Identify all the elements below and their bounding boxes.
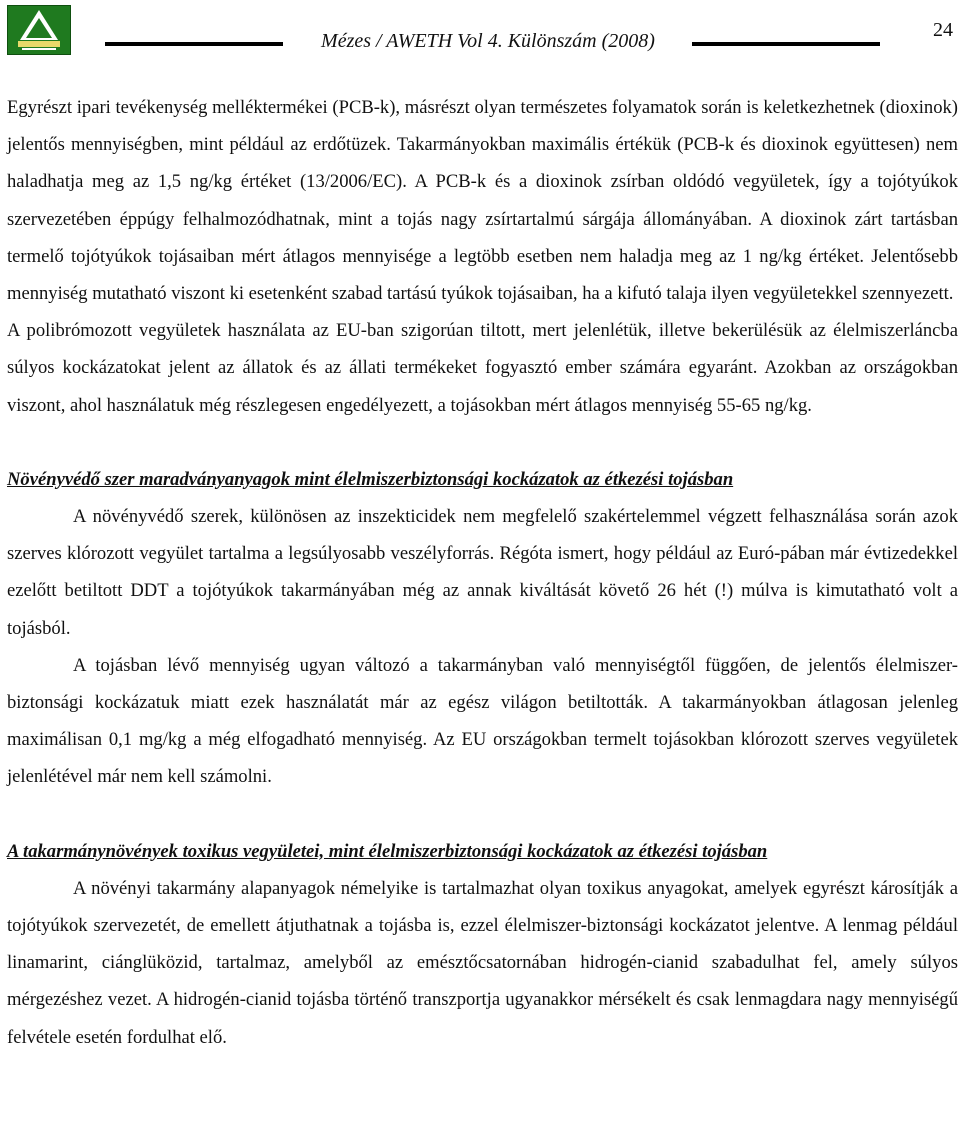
paragraph-pesticides: A növényvédő szerek, különösen az inszekticidek nem megfelelő szakértelemmel végzett felhasználása során azok szerves klórozott vegyület tartalma a legsúlyosabb veszélyforrás. Régóta ismert, hogy például az Euró-pában már évtizedekkel ezelőtt betiltott DDT a tojótyúkok takarmányában még az annak kiváltását követő 26 hét (!) múlva is kimutatható volt a tojásból. (7, 506, 958, 639)
paragraph-pesticide-levels: A tojásban lévő mennyiség ugyan változó a takarmányban való mennyiségtől függően, de jelentős élelmiszer-biztonsági kockázatuk miatt ezek használatát már az egész világon betiltották. A takarmányokban átlagosan jelenleg maximálisan 0,1 mg/kg a még elfogadható mennyiség. Az EU országokban termelt tojásokban klórozott szerves vegyületek jelenlétével már nem kell számolni. (7, 654, 958, 788)
paragraph-polybrominated: A polibrómozott vegyületek használata az EU-ban szigorúan tiltott, mert jelenlétük, illetve bekerülésük az élelmiszerláncba súlyos kockázatokat jelent az állatok és az állati termékeket fogyasztó ember számára egyaránt. Azokban az országokban viszont, ahol használatuk még részlegesen engedélyezett, a tojásokban mért átlagos mennyiség 55-65 ng/kg. (7, 320, 958, 416)
paragraph-feed-toxins: A növényi takarmány alapanyagok némelyike is tartalmazhat olyan toxikus anyagokat, amelyek egyrészt károsítják a tojótyúkok szervezetét, de emellett átjuthatnak a tojásba is, ezzel élelmiszer-biztonsági kockázatot jelentve. A lenmag például linamarint, ciánglüközid, tartalmaz, amelyből az emésztőcsatornában hidrogén-cianid szabadulhat fel, amely súlyos mérgezéshez vezet. A hidrogén-cianid tojásba történő transzportja ugyanakkor mérsékelt és csak lenmagdara nagy mennyiségű felvétele esetén fordulhat elő. (7, 877, 958, 1048)
page-number: 24 (933, 19, 953, 41)
page-header (0, 0, 960, 62)
header-rule-right (692, 42, 880, 46)
section-gap (7, 796, 958, 833)
header-rule-left (105, 42, 283, 46)
journal-logo (7, 5, 71, 55)
journal-title: Mézes / AWETH Vol 4. Különszám (2008) (321, 30, 655, 52)
paragraph-pcb-dioxins: Egyrészt ipari tevékenység melléktermékei (PCB-k), másrészt olyan természetes folyamatok során is keletkezhetnek (dioxinok) jelentős mennyiségben, mint például az erdőtüzek. Takarmányokban maximális értékük (PCB-k és dioxinok együttesen) nem haladhatja meg az 1,5 ng/kg értéket (13/2006/EC). A PCB-k és a dioxinok zsírban oldódó vegyületek, így a tojótyúkok szervezetében éppúgy felhalmozódhatnak, mint a tojás nagy zsírtartalmú sárgája állományában. A dioxinok zárt tartásban termelő tojótyúkok tojásaiban mért átlagos mennyisége a legtöbb esetben nem haladja meg az 1 ng/kg értéket. Jelentősebb mennyiség mutatható viszont ki esetenként szabad tartású tyúkok tojásaiban, ha a kifutó talaja ilyen vegyületekkel szennyezett. (7, 97, 958, 305)
section-heading-pesticides: Növényvédő szer maradványanyagok mint élelmiszerbiztonsági kockázatok az étkezési tojásban (7, 468, 734, 490)
article-body (7, 89, 958, 1056)
section-gap (7, 424, 958, 461)
section-heading-feed-toxins: A takarmánynövények toxikus vegyületei, mint élelmiszerbiztonsági kockázatok az étkezési tojásban (7, 840, 768, 862)
